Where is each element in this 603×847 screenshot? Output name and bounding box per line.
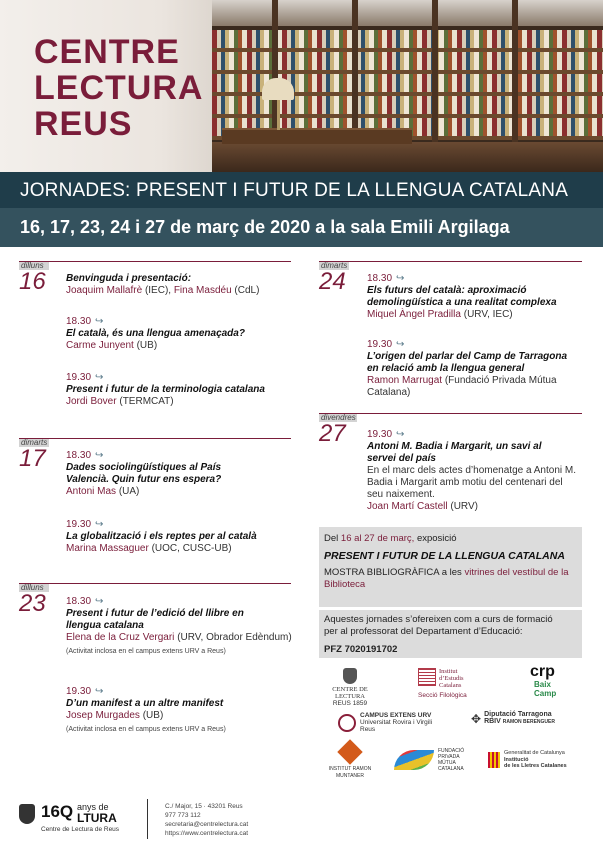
speaker: Ramon Marrugat [367,375,443,386]
event-title: demolingüística a una realitat complexa [367,297,557,308]
sponsor-text: Secció Filològica [418,692,467,699]
arrow-icon: ↪ [95,596,104,607]
affiliation: (URV) [450,501,478,512]
sponsor-urv [338,712,438,733]
mostra-place: Biblioteca [324,579,366,590]
sponsor-text: Generalitat de Catalunya [504,750,565,756]
speaker: Miquel Àngel Pradilla [367,309,461,320]
sponsor-text: PRIVADA [438,754,460,760]
page-title: JORNADES: PRESENT I FUTUR DE LA LLENGUA CATALANA [20,180,569,201]
event-27-1 [367,429,576,513]
exhibition-title: PRESENT I FUTUR DE LA LLENGUA CATALANA [324,550,565,562]
activity-note: (Activitat inclosa en el campus extens URV a Reus) [66,648,226,655]
mutua-logo-icon [394,750,434,770]
weekday-label: dilluns [19,262,49,270]
sponsor-text: CATALANA [438,766,464,772]
event-title: La globalització i els reptes per al català [66,531,257,542]
event-title: Benvinguda i presentació: [66,273,192,284]
affiliation: (URV, Obrador Edèndum) [177,632,292,643]
event-title: Present i futur de la terminologia catalana [66,384,265,395]
footer-brand [19,802,139,838]
sponsor-text: FUNDACIÓ [438,748,465,754]
centre-lectura-logo [34,33,204,144]
sponsor-text: INSTITUT RAMON MUNTANER [328,766,372,779]
sponsor-text: de les Lletres Catalanes [504,763,567,769]
mostra-place: vitrines del vestíbul de la [464,567,569,578]
weekday-label: dimarts [21,438,48,447]
event-16-1 [66,273,259,297]
event-time: 19.30 [66,686,92,697]
event-time: 19.30 [367,339,393,350]
training-box [319,610,582,658]
sponsor-text: REUS 1859 [332,700,368,707]
sponsor-text: RAMON BERENGUER [502,719,555,725]
arrow-icon: ↪ [95,519,104,530]
affiliation: (UB) [142,710,164,721]
sponsor-text: Diputació Tarragona [484,711,552,718]
footer-web[interactable]: https://www.centrelectura.cat [165,830,249,837]
event-24-2 [367,339,567,399]
event-title: llengua catalana [66,620,144,631]
event-time: 18.30 [66,316,92,327]
diputacio-logo-icon: ✥ [471,711,482,726]
footer-email[interactable]: secretaria@centrelectura.cat [165,821,249,828]
sponsor-mutua [394,748,484,772]
event-description: En el marc dels actes d’homenatge a Antoni M. [367,465,577,476]
sponsor-text: Camp [534,689,557,698]
sponsor-generalitat [488,750,583,770]
event-17-1 [66,450,221,498]
training-text: per al professorat del Departament d’Educació: [324,626,523,637]
arrow-icon: ↪ [396,339,405,350]
event-title: Antoni M. Badia i Margarit, un savi al [367,441,542,452]
date-bar [0,208,603,247]
speaker: Jordi Bover [66,396,117,407]
logo-line-3: REUS [34,105,133,143]
event-description: seu naixement. [367,489,435,500]
event-title: servei del país [367,453,436,464]
footer-phone: 977 773 112 [165,812,201,819]
event-17-2 [66,519,257,555]
affiliation: (UOC, CUSC-UB) [151,543,232,554]
training-text: Aquestes jornades s’ofereixen com a curs de formació [324,614,553,625]
day-number: 17 [19,445,46,472]
sponsor-iec [418,668,488,699]
sponsor-text: Universitat Rovira i Virgili [360,719,433,726]
affiliation: (UA) [118,486,140,497]
affiliation: (TERMCAT) [119,396,174,407]
weekday-label: divendres [321,413,356,422]
event-title: en relació amb la llengua general [367,363,525,374]
crest-icon [19,804,35,824]
speaker: Fina Masdéu [173,285,232,296]
sponsor-diputacio [471,711,561,726]
footer-contact [165,802,248,838]
footer-anys: anys de [77,802,109,812]
day-number: 27 [319,420,346,447]
arrow-icon: ↪ [95,372,104,383]
event-title: D’un manifest a un altre manifest [66,698,224,709]
affiliation: (CdL) [234,285,260,296]
event-title: El català, és una llengua amenaçada? [66,328,245,339]
event-title: Present i futur de l’edició del llibre en [66,608,244,619]
event-description: Badia i Margarit amb motiu del centenari del [367,477,563,488]
arrow-icon: ↪ [396,273,405,284]
day-number: 24 [319,268,346,295]
activity-note: (Activitat inclosa en el campus extens URV a Reus) [66,726,226,733]
sponsor-crp [530,664,570,698]
sponsor-text: crp [530,663,555,680]
day-number: 23 [19,590,46,617]
event-title: Els futurs del català: aproximació [367,285,527,296]
sponsor-text: CAMPUS EXTENS URV [360,712,432,719]
weekday-label: dimarts [321,261,348,270]
day-number: 16 [19,268,46,295]
footer-brand-number: 16Q [41,802,74,821]
affiliation: (URV, IEC) [463,309,513,320]
event-time: 19.30 [367,429,393,440]
training-code: PFZ 7020191702 [324,644,398,655]
header-banner [0,0,603,172]
affiliation: (UB) [136,340,158,351]
crest-icon [343,668,357,684]
exhibition-post: exposició [416,533,457,544]
event-dates: 16, 17, 23, 24 i 27 de març de 2020 a la sala Emili Argilaga [20,217,510,237]
speaker: Antoni Mas [66,486,117,497]
speaker: Elena de la Cruz Vergari [66,632,175,643]
title-bar [0,172,603,208]
event-time: 19.30 [66,519,92,530]
speaker: Josep Murgades [66,710,140,721]
footer-ltura: LTURA [77,811,117,825]
urv-logo-icon [338,714,356,732]
sponsor-text: Catalans [439,682,462,689]
event-time: 18.30 [66,450,92,461]
sponsor-text: Institució [504,756,529,763]
speaker: Carme Junyent [66,340,134,351]
iec-logo-icon [418,668,436,686]
arrow-icon: ↪ [95,686,104,697]
footer-divider [147,799,148,839]
weekday-label: dilluns [19,584,49,592]
sponsor-text: MÚTUA [438,760,456,766]
event-16-2 [66,316,245,352]
event-time: 19.30 [66,372,92,383]
logo-line-2: LECTURA [34,69,204,107]
event-24-1 [367,273,557,321]
event-title: L’origen del parlar del Camp de Tarragona [367,351,568,362]
event-23-1 [66,596,292,658]
exhibition-box [319,527,582,607]
sponsor-text: Baix [534,680,551,689]
affiliation: (Fundació Privada Mútua [444,375,557,386]
library-photo [212,0,603,172]
logo-line-1: CENTRE [34,33,180,71]
sponsor-text: CENTRE DE LECTURA [332,686,368,700]
sponsor-text: Institut [439,668,458,675]
footer-address: C./ Major, 15 · 43201 Reus [165,803,243,810]
affiliation: Catalana) [367,387,411,398]
speaker: Marina Massaguer [66,543,149,554]
event-23-2 [66,686,226,736]
event-title: Dades sociolingüístiques al País [66,462,222,473]
sponsor-ramon-muntaner [318,740,382,780]
arrow-icon: ↪ [396,429,405,440]
affiliation: (IEC), [144,285,172,296]
muntaner-logo-icon [337,739,362,764]
arrow-icon: ↪ [95,316,104,327]
event-time: 18.30 [367,273,393,284]
generalitat-logo-icon [488,752,500,768]
speaker: Joaquim Mallafrè [66,285,143,296]
footer-sub: Centre de Lectura de Reus [41,826,120,833]
exhibition-pre: Del [324,533,339,544]
event-time: 18.30 [66,596,92,607]
sponsor-text: Reus [360,726,376,733]
sponsor-centre-lectura [318,668,382,707]
sponsor-text: d’Estudis [439,675,464,682]
sponsor-text: RBIV [484,718,501,725]
arrow-icon: ↪ [95,450,104,461]
event-16-3 [66,372,265,408]
speaker: Joan Martí Castell [367,501,448,512]
mostra-label: MOSTRA BIBLIOGRÀFICA [324,567,440,578]
event-title: Valencià. Quin futur ens espera? [66,474,222,485]
mostra-connector: a les [441,567,462,578]
exhibition-range: 16 al 27 de març, [340,533,415,544]
